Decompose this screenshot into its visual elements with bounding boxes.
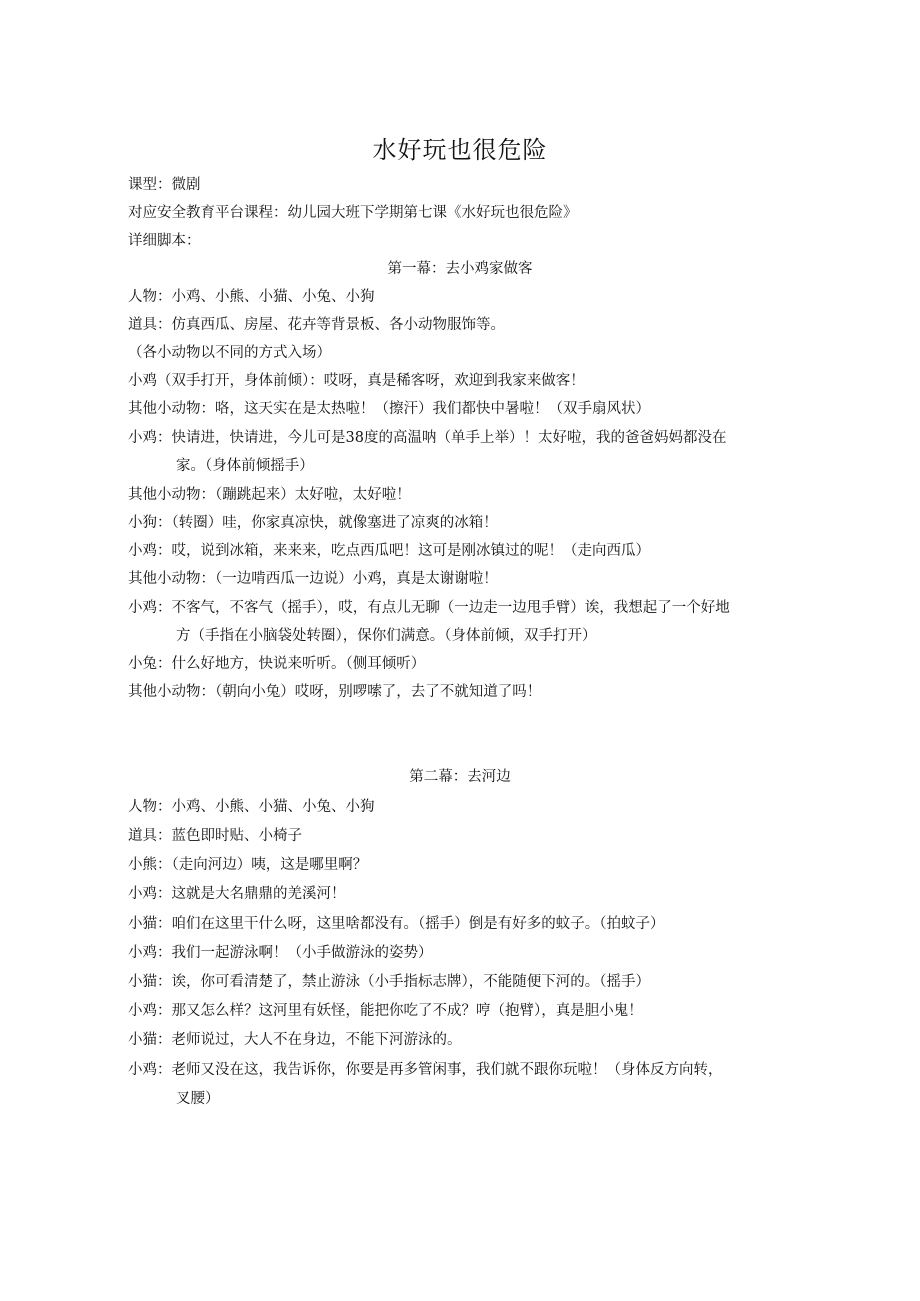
course-type: 课型：微剧 — [128, 177, 201, 193]
act1-heading: 第一幕：去小鸡家做客 — [387, 261, 533, 277]
act1-line: 其他小动物：（朝向小兔）哎呀，别啰嗦了，去了不就知道了吗！ — [128, 684, 542, 700]
act2-line: 小猫：咱们在这里干什么呀，这里啥都没有。（摇手）倒是有好多的蚊子。（拍蚊子） — [128, 916, 665, 932]
act1-line: 人物：小鸡、小熊、小猫、小兔、小狗 — [128, 289, 375, 305]
act2-line: 小熊：（走向河边）咦，这是哪里啊？ — [128, 857, 368, 873]
script-label: 详细脚本： — [128, 233, 201, 249]
act1-line: 小鸡：哎，说到冰箱，来来来，吃点西瓜吧！这可是刚冰镇过的呢！（走向西瓜） — [128, 543, 650, 559]
act2-line: 小鸡：这就是大名鼎鼎的羌溪河！ — [128, 886, 346, 902]
act1-line: 小兔：什么好地方，快说来听听。（侧耳倾听） — [128, 656, 426, 672]
platform-course: 对应安全教育平台课程：幼儿园大班下学期第七课《水好玩也很危险》 — [128, 205, 578, 221]
act2-line: 小鸡：那又怎么样？这河里有妖怪，能把你吃了不成？哼（抱臂），真是胆小鬼！ — [128, 1003, 643, 1019]
act1-line: 小鸡（双手打开，身体前倾）：哎呀，真是稀客呀，欢迎到我家来做客！ — [128, 373, 585, 389]
act1-line: 其他小动物：（蹦跳起来）太好啦，太好啦！ — [128, 487, 411, 503]
act1-line: 其他小动物：（一边啃西瓜一边说）小鸡，真是太谢谢啦！ — [128, 571, 498, 587]
act2-line: 道具：蓝色即时贴、小椅子 — [128, 828, 302, 844]
act2-line: 小鸡：我们一起游泳啊！（小手做游泳的姿势） — [128, 945, 433, 961]
act1-line: （各小动物以不同的方式入场） — [128, 345, 331, 361]
act1-line: 小鸡：不客气，不客气（摇手），哎，有点儿无聊（一边走一边甩手臂）诶，我想起了一个好地 — [128, 600, 730, 616]
act1-line-continuation: 方（手指在小脑袋处转圈），保你们满意。（身体前倾，双手打开） — [176, 628, 597, 644]
act1-line: 道具：仿真西瓜、房屋、花卉等背景板、各小动物服饰等。 — [128, 317, 505, 333]
act2-heading: 第二幕：去河边 — [409, 769, 511, 785]
act1-line: 小鸡：快请进，快请进，今儿可是38度的高温呐（单手上举）！太好啦，我的爸爸妈妈都没在 — [128, 430, 727, 446]
act2-line: 小猫：诶，你可看清楚了，禁止游泳（小手指标志牌），不能随便下河的。（摇手） — [128, 974, 650, 990]
act2-line: 小猫：老师说过，大人不在身边，不能下河游泳的。 — [128, 1032, 462, 1048]
document-title: 水好玩也很危险 — [372, 136, 548, 164]
act1-line: 小狗：（转圈）哇，你家真凉快，就像塞进了凉爽的冰箱！ — [128, 515, 498, 531]
act2-line: 人物：小鸡、小熊、小猫、小兔、小狗 — [128, 799, 375, 815]
act1-line: 其他小动物：咯，这天实在是太热啦！（擦汗）我们都快中暑啦！（双手扇风状） — [128, 401, 650, 417]
act2-line-continuation: 叉腰） — [176, 1091, 220, 1107]
act1-line-continuation: 家。（身体前倾摇手） — [176, 458, 314, 474]
act2-line: 小鸡：老师又没在这，我告诉你，你要是再多管闲事，我们就不跟你玩啦！（身体反方向转， — [128, 1062, 723, 1078]
